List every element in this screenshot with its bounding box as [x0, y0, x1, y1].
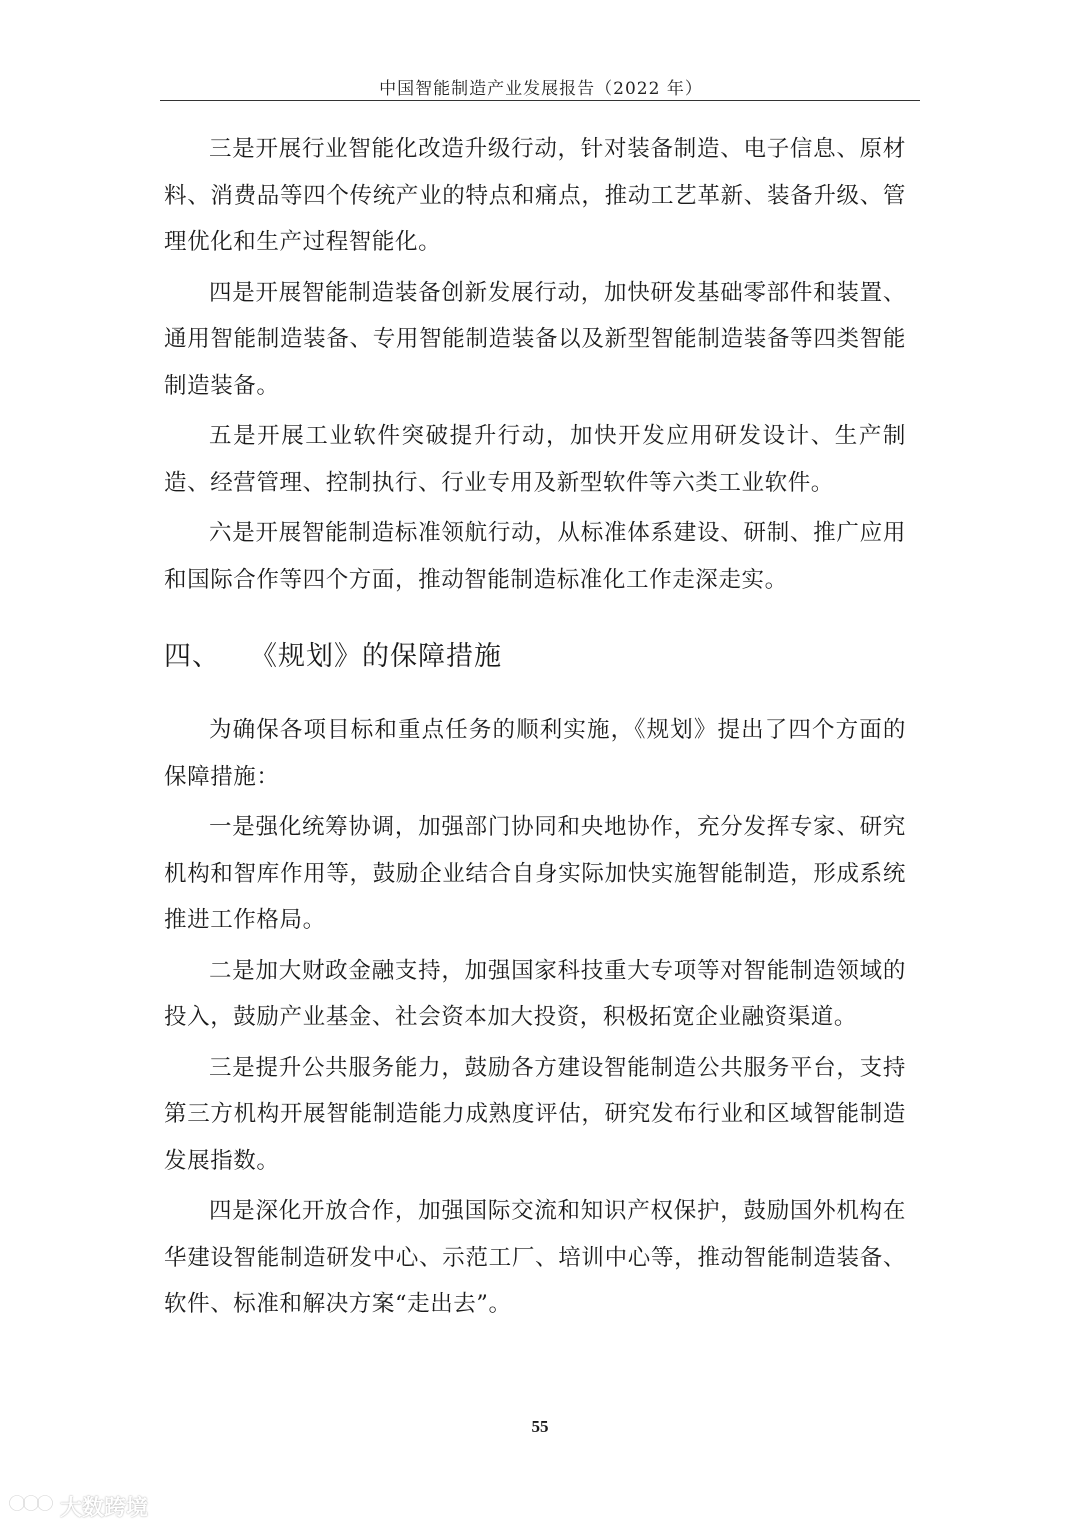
- page-body: [164, 126, 906, 1328]
- paragraph: 为确保各项目标和重点任务的顺利实施，《规划》提出了四个方面的保障措施：: [164, 717, 906, 790]
- section-title-text: 《规划》的保障措施: [250, 641, 502, 672]
- section-number: 四、: [164, 641, 220, 672]
- paragraph: 二是加大财政金融支持，加强国家科技重大专项等对智能制造领域的投入，鼓励产业基金、社会资本加大投资，积极拓宽企业融资渠道。: [164, 957, 906, 1030]
- paragraph: 四是开展智能制造装备创新发展行动，加快研发基础零部件和装置、通用智能制造装备、专用智能制造装备以及新型智能制造装备等四类智能制造装备。: [164, 279, 906, 399]
- paragraph: 一是强化统筹协调，加强部门协同和央地协作，充分发挥专家、研究机构和智库作用等，鼓励企业结合自身实际加快实施智能制造，形成系统推进工作格局。: [164, 814, 906, 933]
- paragraph: 三是提升公共服务能力，鼓励各方建设智能制造公共服务平台，支持第三方机构开展智能制造能力成熟度评估，研究发布行业和区域智能制造发展指数。: [164, 1054, 906, 1174]
- paragraph: 三是开展行业智能化改造升级行动，针对装备制造、电子信息、原材料、消费品等四个传统产业的特点和痛点，推动工艺革新、装备升级、管理优化和生产过程智能化。: [164, 136, 906, 255]
- section-heading: [164, 637, 906, 677]
- watermark-text: 大数跨境: [60, 1495, 149, 1521]
- paragraph: 五是开展工业软件突破提升行动，加快开发应用研发设计、生产制造、经营管理、控制执行、行业专用及新型软件等六类工业软件。: [164, 423, 906, 496]
- logo-icon: [8, 1490, 56, 1522]
- paragraph: 六是开展智能制造标准领航行动，从标准体系建设、研制、推广应用和国际合作等四个方面，推动智能制造标准化工作走深走实。: [164, 520, 906, 593]
- header-rule: [160, 100, 920, 101]
- running-header: 中国智能制造产业发展报告（2022 年）: [379, 79, 703, 99]
- watermark: [8, 1490, 148, 1522]
- paragraph: 四是深化开放合作，加强国际交流和知识产权保护，鼓励国外机构在华建设智能制造研发中心、示范工厂、培训中心等，推动智能制造装备、软件、标准和解决方案“走出去”。: [164, 1198, 906, 1317]
- page-number: 55: [531, 1417, 549, 1436]
